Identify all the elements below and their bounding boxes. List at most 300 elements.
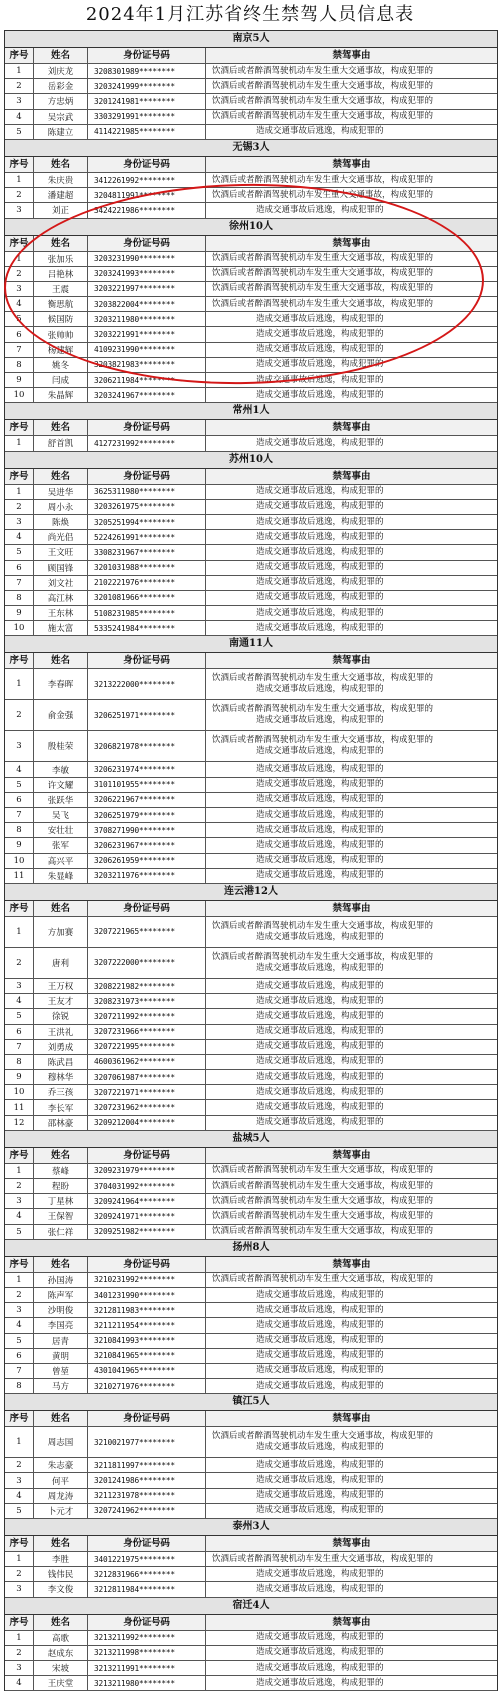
table-row	[5, 1489, 497, 1504]
table-row	[5, 561, 497, 576]
personnel-table	[4, 30, 498, 1691]
person-name: 潘建超	[34, 188, 88, 202]
header-no: 序号	[5, 1411, 34, 1426]
reason-text: 饮酒后或者醉酒驾驶机动车发生重大交通事故，构成犯罪的	[212, 95, 434, 106]
violation-reason	[206, 1489, 497, 1503]
violation-reason	[206, 125, 497, 139]
table-row	[5, 1661, 497, 1676]
person-name: 乔三孩	[34, 1085, 88, 1099]
person-name: 闫成	[34, 373, 88, 387]
person-name: 徐锐	[34, 1009, 88, 1023]
row-number: 4	[5, 1676, 34, 1690]
person-name: 王东林	[34, 606, 88, 620]
violation-reason	[206, 312, 497, 326]
reason-text: 造成交通事故后逃逸，构成犯罪的	[256, 1071, 384, 1082]
reason-text: 造成交通事故后逃逸，构成犯罪的	[256, 1677, 384, 1688]
reason-text: 造成交通事故后逃逸，构成犯罪的	[256, 1041, 384, 1052]
header-no: 序号	[5, 236, 34, 251]
header-name: 姓名	[34, 1257, 88, 1272]
reason-text: 造成交通事故后逃逸，构成犯罪的	[256, 1289, 384, 1300]
violation-reason	[206, 1364, 497, 1378]
violation-reason	[206, 1116, 497, 1130]
id-number: 3207231962********	[88, 1100, 206, 1114]
id-number: 3412261992********	[88, 173, 206, 187]
violation-reason	[206, 1631, 497, 1645]
person-name: 李春晖	[34, 669, 88, 699]
header-reason: 禁驾事由	[332, 1538, 371, 1549]
table-row	[5, 917, 497, 948]
reason-text: 饮酒后或者醉酒驾驶机动车发生重大交通事故，构成犯罪的	[212, 298, 434, 309]
column-header-row	[5, 48, 497, 64]
id-number: 3203241967********	[88, 388, 206, 402]
id-number: 3203821983********	[88, 358, 206, 372]
violation-reason	[206, 621, 497, 635]
id-number: 4109231990********	[88, 343, 206, 357]
id-number: 3209241971********	[88, 1209, 206, 1223]
id-number: 3213211998********	[88, 1646, 206, 1660]
id-number: 3207222000********	[88, 948, 206, 978]
table-row	[5, 869, 497, 884]
violation-reason	[206, 869, 497, 883]
row-number: 4	[5, 1489, 34, 1503]
header-no: 序号	[5, 901, 34, 916]
table-row	[5, 530, 497, 545]
header-name: 姓名	[34, 48, 88, 63]
table-row	[5, 1504, 497, 1519]
row-number: 2	[5, 188, 34, 202]
id-number: 3704031992********	[88, 1179, 206, 1193]
id-number: 3210841965********	[88, 1349, 206, 1363]
table-row	[5, 297, 497, 312]
city-section-header: 镇江5人	[5, 1394, 497, 1411]
table-row	[5, 762, 497, 777]
reason-text: 造成交通事故后逃逸，构成犯罪的	[256, 962, 384, 973]
person-name: 刘正	[34, 203, 88, 217]
violation-reason	[206, 343, 497, 357]
table-row	[5, 1164, 497, 1179]
id-number: 3209212004********	[88, 1116, 206, 1130]
person-name: 王友才	[34, 994, 88, 1008]
reason-text: 造成交通事故后逃逸，构成犯罪的	[256, 516, 384, 527]
id-number: 3625311980********	[88, 485, 206, 499]
row-number: 7	[5, 1364, 34, 1378]
violation-reason	[206, 778, 497, 792]
row-number: 3	[5, 1303, 34, 1317]
header-id: 身份证号码	[88, 1148, 206, 1163]
row-number: 4	[5, 1318, 34, 1332]
row-number: 2	[5, 267, 34, 281]
violation-reason	[206, 731, 497, 761]
id-number: 3303291991********	[88, 110, 206, 124]
table-row	[5, 1676, 497, 1691]
row-number: 6	[5, 793, 34, 807]
person-name: 钱伟民	[34, 1567, 88, 1581]
header-reason: 禁驾事由	[332, 237, 371, 249]
table-row	[5, 1209, 497, 1224]
reason-text: 造成交通事故后逃逸，构成犯罪的	[256, 794, 384, 805]
table-row	[5, 327, 497, 342]
person-name: 李国亮	[34, 1318, 88, 1332]
header-no: 序号	[5, 1536, 34, 1551]
reason-text: 造成交通事故后逃逸，构成犯罪的	[256, 607, 384, 618]
violation-reason	[206, 515, 497, 529]
header-reason: 禁驾事由	[332, 50, 371, 61]
table-row	[5, 125, 497, 140]
header-name: 姓名	[34, 1615, 88, 1630]
violation-reason	[206, 561, 497, 575]
header-reason: 禁驾事由	[332, 1149, 371, 1161]
violation-reason	[206, 1194, 497, 1208]
table-row	[5, 1473, 497, 1488]
id-number: 3207221965********	[88, 917, 206, 947]
reason-text: 饮酒后或者醉酒驾驶机动车发生重大交通事故，构成犯罪的	[212, 253, 434, 264]
reason-text: 饮酒后或者醉酒驾驶机动车发生重大交通事故，构成犯罪的	[212, 1180, 434, 1191]
reason-text: 饮酒后或者醉酒驾驶机动车发生重大交通事故，构成犯罪的	[212, 1210, 434, 1221]
row-number: 6	[5, 1025, 34, 1039]
person-name: 方忠炳	[34, 94, 88, 108]
table-row	[5, 1646, 497, 1661]
person-name: 王震	[34, 282, 88, 296]
row-number: 11	[5, 1100, 34, 1114]
violation-reason	[206, 94, 497, 108]
violation-reason	[206, 1661, 497, 1675]
violation-reason	[206, 358, 497, 372]
violation-reason	[206, 64, 497, 78]
violation-reason	[206, 1179, 497, 1193]
id-number: 3204811991********	[88, 188, 206, 202]
table-row	[5, 1552, 497, 1567]
city-section-header: 宿迁4人	[5, 1598, 497, 1615]
violation-reason	[206, 373, 497, 387]
city-section-header: 连云港12人	[5, 884, 497, 901]
reason-text: 造成交通事故后逃逸，构成犯罪的	[256, 931, 384, 942]
table-row	[5, 1070, 497, 1085]
reason-text: 造成交通事故后逃逸，构成犯罪的	[256, 715, 384, 726]
row-number: 1	[5, 436, 34, 450]
violation-reason	[206, 1427, 497, 1457]
violation-reason	[206, 808, 497, 822]
reason-text: 造成交通事故后逃逸，构成犯罪的	[256, 1505, 384, 1516]
reason-text: 造成交通事故后逃逸，构成犯罪的	[256, 344, 384, 355]
id-number: 3207221995********	[88, 1040, 206, 1054]
row-number: 8	[5, 591, 34, 605]
person-name: 周志国	[34, 1427, 88, 1457]
violation-reason	[206, 1273, 497, 1287]
violation-reason	[206, 1225, 497, 1239]
table-row	[5, 700, 497, 731]
row-number: 5	[5, 1225, 34, 1239]
person-name: 俞金强	[34, 700, 88, 730]
column-header-row	[5, 157, 497, 173]
header-id: 身份证号码	[88, 420, 206, 435]
row-number: 1	[5, 917, 34, 947]
id-number: 3211811997********	[88, 1458, 206, 1472]
violation-reason	[206, 1100, 497, 1114]
id-number: 3210271976********	[88, 1379, 206, 1393]
row-number: 6	[5, 561, 34, 575]
header-no: 序号	[5, 157, 34, 172]
row-number: 2	[5, 1458, 34, 1472]
row-number: 1	[5, 1427, 34, 1457]
id-number: 3201081966********	[88, 591, 206, 605]
header-id: 身份证号码	[88, 1257, 206, 1272]
person-name: 吕艳林	[34, 267, 88, 281]
reason-text: 饮酒后或者醉酒驾驶机动车发生重大交通事故，构成犯罪的	[212, 735, 434, 746]
header-id: 身份证号码	[88, 653, 206, 668]
violation-reason	[206, 485, 497, 499]
header-reason: 禁驾事由	[332, 1258, 371, 1270]
header-name: 姓名	[34, 1148, 88, 1163]
person-name: 穆林华	[34, 1070, 88, 1084]
id-number: 3205251994********	[88, 515, 206, 529]
id-number: 3212811984********	[88, 1582, 206, 1596]
id-number: 4301041965********	[88, 1364, 206, 1378]
id-number: 3213211992********	[88, 1631, 206, 1645]
header-reason: 禁驾事由	[332, 902, 371, 914]
row-number: 6	[5, 1349, 34, 1363]
column-header-row	[5, 469, 497, 485]
table-row	[5, 485, 497, 500]
row-number: 9	[5, 373, 34, 387]
reason-text: 造成交通事故后逃逸，构成犯罪的	[256, 486, 384, 497]
violation-reason	[206, 1567, 497, 1581]
violation-reason	[206, 297, 497, 311]
city-section-header: 盐城5人	[5, 1131, 497, 1148]
table-row	[5, 1631, 497, 1646]
id-number: 3207241962********	[88, 1504, 206, 1518]
person-name: 衡思航	[34, 297, 88, 311]
header-reason: 禁驾事由	[332, 422, 371, 434]
reason-text: 造成交通事故后逃逸，构成犯罪的	[256, 1380, 384, 1391]
row-number: 2	[5, 948, 34, 978]
header-name: 姓名	[34, 1536, 88, 1551]
id-number: 3206221967********	[88, 793, 206, 807]
reason-text: 饮酒后或者醉酒驾驶机动车发生重大交通事故，构成犯罪的	[212, 920, 434, 931]
id-number: 3203231990********	[88, 252, 206, 266]
reason-text: 造成交通事故后逃逸，构成犯罪的	[256, 684, 384, 695]
table-row	[5, 1318, 497, 1333]
person-name: 刘文社	[34, 576, 88, 590]
id-number: 3203241999********	[88, 79, 206, 93]
id-number: 3212811983********	[88, 1303, 206, 1317]
id-number: 2102221976********	[88, 576, 206, 590]
reason-text: 饮酒后或者醉酒驾驶机动车发生重大交通事故，构成犯罪的	[212, 1431, 434, 1442]
person-name: 李敏	[34, 762, 88, 776]
row-number: 5	[5, 1504, 34, 1518]
violation-reason	[206, 500, 497, 514]
violation-reason	[206, 576, 497, 590]
person-name: 吴宗武	[34, 110, 88, 124]
table-row	[5, 1179, 497, 1194]
header-reason: 禁驾事由	[332, 158, 371, 170]
reason-text: 造成交通事故后逃逸，构成犯罪的	[256, 809, 384, 820]
table-row	[5, 388, 497, 403]
table-row	[5, 282, 497, 297]
id-number: 3308231967********	[88, 545, 206, 559]
row-number: 6	[5, 327, 34, 341]
person-name: 丁星林	[34, 1194, 88, 1208]
id-number: 5108231985********	[88, 606, 206, 620]
id-number: 3708271990********	[88, 823, 206, 837]
city-section-header: 南京5人	[5, 31, 497, 48]
row-number: 10	[5, 1085, 34, 1099]
row-number: 1	[5, 1552, 34, 1566]
violation-reason	[206, 1646, 497, 1660]
id-number: 3213211991********	[88, 1661, 206, 1675]
person-name: 方加赛	[34, 917, 88, 947]
id-number: 3209241964********	[88, 1194, 206, 1208]
row-number: 5	[5, 125, 34, 139]
violation-reason	[206, 1288, 497, 1302]
header-id: 身份证号码	[88, 1411, 206, 1426]
id-number: 3211231978********	[88, 1489, 206, 1503]
person-name: 卜元才	[34, 1504, 88, 1518]
table-row	[5, 808, 497, 823]
row-number: 1	[5, 485, 34, 499]
id-number: 3401231990********	[88, 1288, 206, 1302]
row-number: 8	[5, 1055, 34, 1069]
row-number: 4	[5, 110, 34, 124]
reason-text: 造成交通事故后逃逸，构成犯罪的	[256, 779, 384, 790]
row-number: 1	[5, 1273, 34, 1287]
row-number: 4	[5, 530, 34, 544]
person-name: 殷桂荣	[34, 731, 88, 761]
violation-reason	[206, 1318, 497, 1332]
person-name: 张仁祥	[34, 1225, 88, 1239]
reason-text: 饮酒后或者醉酒驾驶机动车发生重大交通事故，构成犯罪的	[212, 189, 434, 200]
table-row	[5, 188, 497, 203]
table-row	[5, 1116, 497, 1131]
row-number: 3	[5, 1582, 34, 1596]
violation-reason	[206, 252, 497, 266]
row-number: 3	[5, 515, 34, 529]
header-name: 姓名	[34, 420, 88, 435]
person-name: 朱志豪	[34, 1458, 88, 1472]
person-name: 宋坡	[34, 1661, 88, 1675]
violation-reason	[206, 1025, 497, 1039]
reason-text: 造成交通事故后逃逸，构成犯罪的	[256, 1632, 384, 1643]
person-name: 曾堃	[34, 1364, 88, 1378]
violation-reason	[206, 282, 497, 296]
header-id: 身份证号码	[88, 1536, 206, 1551]
violation-reason	[206, 1458, 497, 1472]
violation-reason	[206, 1085, 497, 1099]
violation-reason	[206, 1040, 497, 1054]
violation-reason	[206, 530, 497, 544]
person-name: 许文耀	[34, 778, 88, 792]
row-number: 5	[5, 778, 34, 792]
row-number: 2	[5, 1646, 34, 1660]
reason-text: 造成交通事故后逃逸，构成犯罪的	[256, 622, 384, 633]
id-number: 3208301989********	[88, 64, 206, 78]
row-number: 2	[5, 79, 34, 93]
reason-text: 造成交通事故后逃逸，构成犯罪的	[256, 359, 384, 370]
header-id: 身份证号码	[88, 48, 206, 63]
person-name: 程盼	[34, 1179, 88, 1193]
column-header-row	[5, 901, 497, 917]
reason-text: 造成交通事故后逃逸，构成犯罪的	[256, 839, 384, 850]
reason-text: 造成交通事故后逃逸，构成犯罪的	[256, 374, 384, 385]
reason-text: 饮酒后或者醉酒驾驶机动车发生重大交通事故，构成犯罪的	[212, 704, 434, 715]
header-name: 姓名	[34, 1411, 88, 1426]
table-row	[5, 731, 497, 762]
row-number: 3	[5, 731, 34, 761]
city-section-header: 徐州10人	[5, 219, 497, 236]
violation-reason	[206, 1334, 497, 1348]
person-name: 李长军	[34, 1100, 88, 1114]
violation-reason	[206, 948, 497, 978]
person-name: 沙明俊	[34, 1303, 88, 1317]
table-row	[5, 1582, 497, 1597]
reason-text: 饮酒后或者醉酒驾驶机动车发生重大交通事故，构成犯罪的	[212, 1165, 434, 1176]
id-number: 3207221971********	[88, 1085, 206, 1099]
person-name: 高兴平	[34, 854, 88, 868]
table-row	[5, 1273, 497, 1288]
id-number: 3213222000********	[88, 669, 206, 699]
person-name: 王万权	[34, 979, 88, 993]
violation-reason	[206, 1504, 497, 1518]
reason-text: 造成交通事故后逃逸，构成犯罪的	[256, 1490, 384, 1501]
id-number: 4600361962********	[88, 1055, 206, 1069]
id-number: 3201241981********	[88, 94, 206, 108]
row-number: 5	[5, 312, 34, 326]
table-row	[5, 343, 497, 358]
reason-text: 造成交通事故后逃逸，构成犯罪的	[256, 592, 384, 603]
reason-text: 饮酒后或者醉酒驾驶机动车发生重大交通事故，构成犯罪的	[212, 268, 434, 279]
violation-reason	[206, 1070, 497, 1084]
reason-text: 饮酒后或者醉酒驾驶机动车发生重大交通事故，构成犯罪的	[212, 65, 434, 76]
id-number: 5224261991********	[88, 530, 206, 544]
table-row	[5, 1567, 497, 1582]
person-name: 朱晶辉	[34, 388, 88, 402]
id-number: 3203221991********	[88, 327, 206, 341]
row-number: 2	[5, 1179, 34, 1193]
city-section-header: 无锡3人	[5, 140, 497, 157]
table-row	[5, 79, 497, 94]
row-number: 3	[5, 1194, 34, 1208]
reason-text: 造成交通事故后逃逸，构成犯罪的	[256, 577, 384, 588]
header-reason: 禁驾事由	[332, 470, 371, 482]
reason-text: 造成交通事故后逃逸，构成犯罪的	[256, 204, 384, 215]
header-id: 身份证号码	[88, 469, 206, 484]
violation-reason	[206, 1676, 497, 1690]
table-row	[5, 1364, 497, 1379]
header-name: 姓名	[34, 157, 88, 172]
table-row	[5, 1427, 497, 1458]
person-name: 王洪礼	[34, 1025, 88, 1039]
violation-reason	[206, 793, 497, 807]
row-number: 8	[5, 358, 34, 372]
row-number: 2	[5, 700, 34, 730]
id-number: 3207061987********	[88, 1070, 206, 1084]
reason-text: 造成交通事故后逃逸，构成犯罪的	[256, 1475, 384, 1486]
header-reason: 禁驾事由	[332, 1413, 371, 1425]
reason-text: 饮酒后或者醉酒驾驶机动车发生重大交通事故，构成犯罪的	[212, 673, 434, 684]
person-name: 安壮壮	[34, 823, 88, 837]
violation-reason	[206, 979, 497, 993]
reason-text: 造成交通事故后逃逸，构成犯罪的	[256, 1647, 384, 1658]
id-number: 3212831966********	[88, 1567, 206, 1581]
column-header-row	[5, 1148, 497, 1164]
violation-reason	[206, 606, 497, 620]
violation-reason	[206, 388, 497, 402]
person-name: 刘勇成	[34, 1040, 88, 1054]
reason-text: 饮酒后或者醉酒驾驶机动车发生重大交通事故，构成犯罪的	[212, 951, 434, 962]
id-number: 3210021977********	[88, 1427, 206, 1457]
reason-text: 造成交通事故后逃逸，构成犯罪的	[256, 1662, 384, 1673]
table-row	[5, 1303, 497, 1318]
person-name: 高江林	[34, 591, 88, 605]
